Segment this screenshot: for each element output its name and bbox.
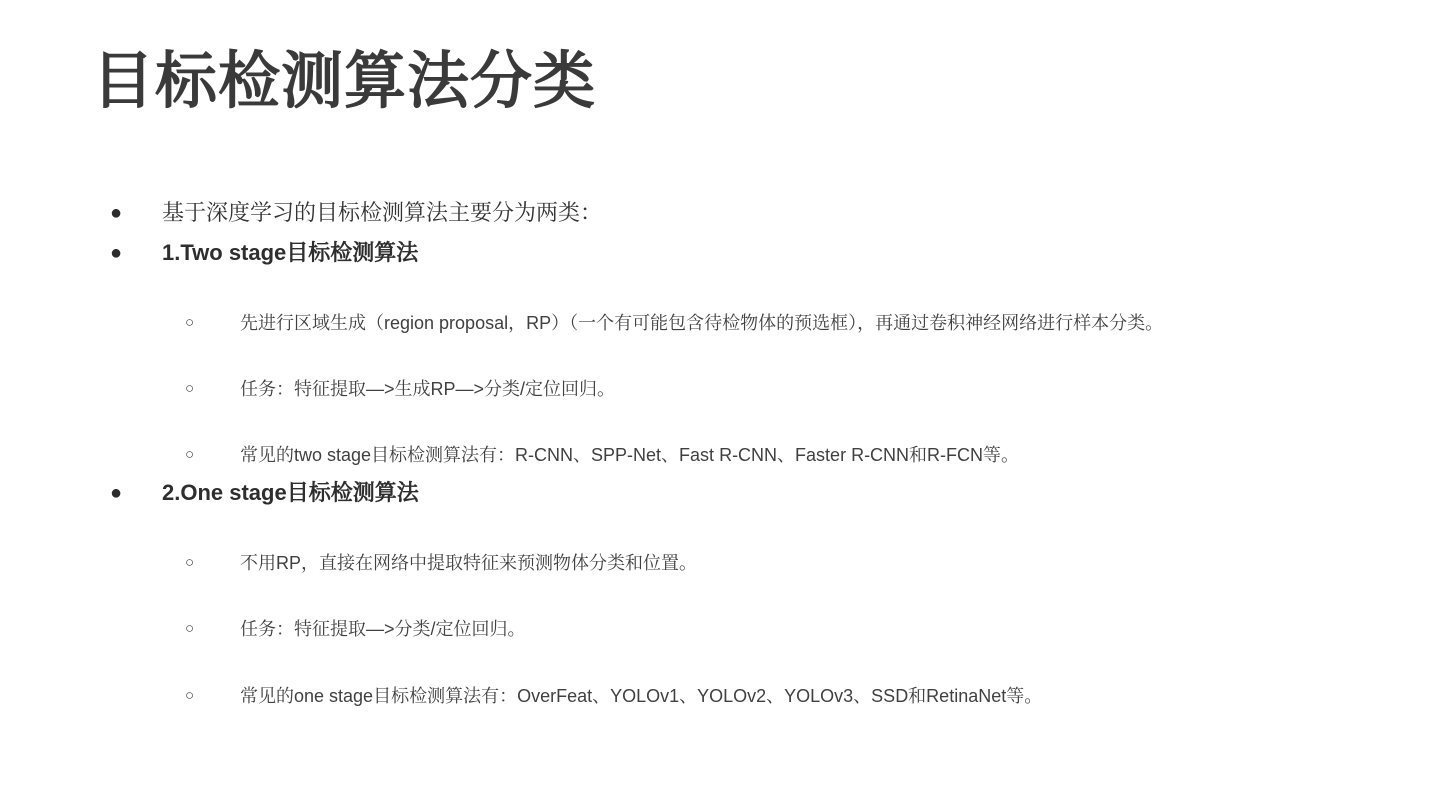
bullet-circle-icon: ○ [185,314,195,331]
bullet-dot-icon: ● [110,482,123,504]
bullet-circle-icon: ○ [185,620,195,637]
list-item: 先进行区域生成（region proposal，RP）（一个有可能包含待检物体的预选框），再通过卷积神经网络进行样本分类。 [240,313,1164,333]
section-heading: 2.One stage目标检测算法 [162,480,419,505]
bullet-circle-icon: ○ [185,446,195,463]
intro-text: 基于深度学习的目标检测算法主要分为两类： [162,200,603,225]
bullet-dot-icon: ● [110,242,123,264]
list-item: 任务：特征提取—>分类/定位回归。 [240,619,526,639]
bullet-circle-icon: ○ [185,554,195,571]
bullet-circle-icon: ○ [185,380,195,397]
list-item: 常见的one stage目标检测算法有：OverFeat、YOLOv1、YOLOv2、YOLOv3、SSD和RetinaNet等。 [240,686,1043,706]
bullet-dot-icon: ● [110,202,123,224]
section-heading: 1.Two stage目标检测算法 [162,240,419,265]
list-item: 常见的two stage目标检测算法有：R-CNN、SPP-Net、Fast R-CNN、Faster R-CNN和R-FCN等。 [240,445,1020,465]
list-item: 任务：特征提取—>生成RP—>分类/定位回归。 [240,379,616,399]
bullet-circle-icon: ○ [185,687,195,704]
list-item: 不用RP，直接在网络中提取特征来预测物体分类和位置。 [240,553,698,573]
page-title: 目标检测算法分类 [92,47,597,116]
